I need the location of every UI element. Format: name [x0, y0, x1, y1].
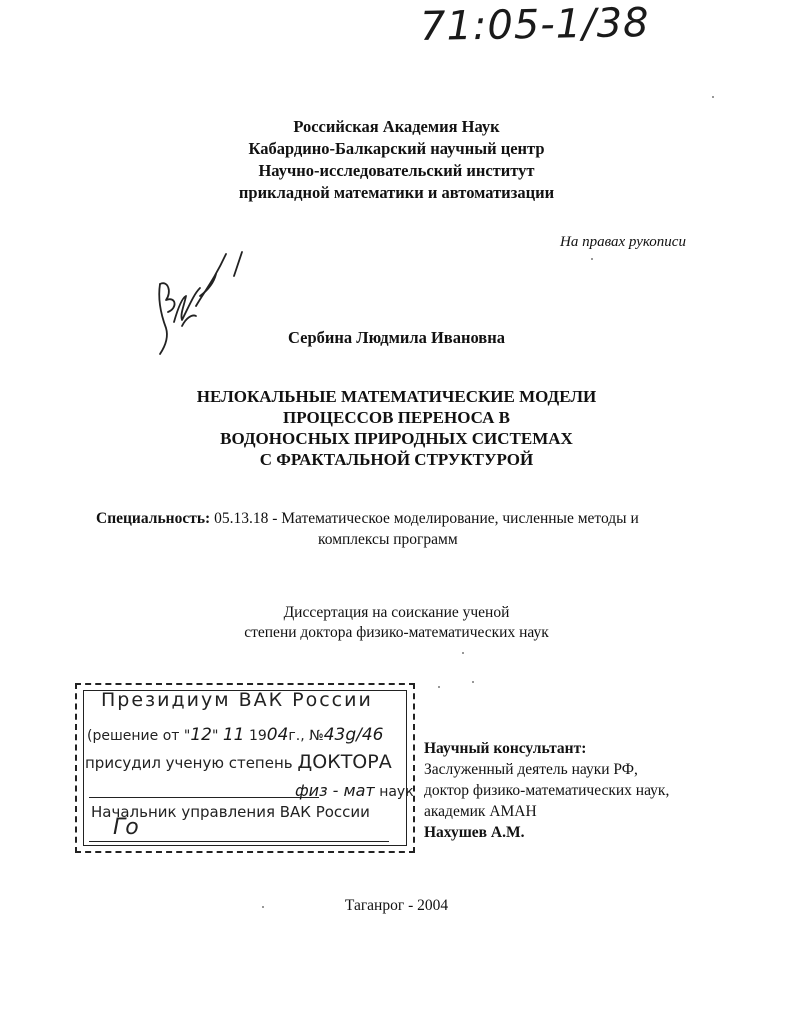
stamp-year-suffix: г., № [288, 728, 324, 744]
archive-code: 71:05-1/38 [419, 0, 650, 50]
dissertation-type [0, 603, 793, 643]
org-line-3: Научно-исследовательский институт [258, 161, 535, 180]
stamp-degree-line [85, 751, 392, 773]
dissertation-line-1: Диссертация на соискание ученой [283, 604, 510, 621]
title-line-2: ПРОЦЕССОВ ПЕРЕНОСА В [283, 408, 510, 427]
stamp-field-underline [89, 797, 319, 798]
stamp-day: 12 [190, 725, 212, 745]
author-name: Сербина Людмила Ивановна [288, 328, 505, 347]
scan-speck [712, 96, 714, 98]
stamp-field-suffix: наук [379, 784, 414, 800]
stamp-field: физ - мат [295, 781, 375, 800]
specialty-text-part2: комплексы программ [318, 531, 458, 548]
city-year: Таганрог - 2004 [344, 897, 449, 914]
title-line-3: ВОДОНОСНЫХ ПРИРОДНЫХ СИСТЕМАХ [220, 429, 573, 448]
stamp-year-prefix: 19 [248, 728, 267, 744]
stamp-chief-title: Начальник управления ВАК России [91, 803, 370, 821]
vak-stamp [75, 683, 415, 853]
consultant-line-1: Заслуженный деятель науки РФ, [424, 761, 638, 778]
title-line-4: С ФРАКТАЛЬНОЙ СТРУКТУРОЙ [259, 450, 534, 469]
stamp-number: 43g/46 [323, 725, 384, 745]
stamp-month: 11 [222, 725, 245, 745]
stamp-degree: ДОКТОРА [297, 751, 392, 773]
scan-speck [438, 686, 440, 688]
stamp-signature: Го [113, 815, 139, 840]
stamp-decision-line [87, 725, 384, 745]
dissertation-title [0, 386, 793, 470]
manuscript-note: На правах рукописи [560, 234, 686, 250]
scan-speck [472, 681, 474, 683]
dissertation-line-2: степени доктора физико-математических наук [244, 624, 549, 641]
organization-header [0, 116, 793, 204]
scan-speck [462, 652, 464, 654]
consultant-name: Нахушев А.М. [424, 824, 525, 841]
stamp-decision-prefix: (решение от " [87, 728, 191, 744]
scan-speck [262, 906, 264, 908]
stamp-quote: " [211, 728, 219, 744]
specialty-block [96, 508, 716, 550]
org-line-4: прикладной математики и автоматизации [238, 183, 555, 202]
org-line-2: Кабардино-Балкарский научный центр [248, 139, 545, 158]
consultant-line-2: доктор физико-математических наук, [424, 782, 670, 799]
stamp-title: Президиум ВАК России [101, 689, 373, 711]
scan-speck [591, 258, 593, 260]
title-line-1: НЕЛОКАЛЬНЫЕ МАТЕМАТИЧЕСКИЕ МОДЕЛИ [196, 387, 597, 406]
stamp-degree-prefix: присудил ученую степень [85, 754, 293, 772]
consultant-block [424, 738, 669, 843]
consultant-line-3: академик АМАН [424, 803, 537, 820]
stamp-signature-line [89, 841, 389, 842]
specialty-text-part1: 05.13.18 - Математическое моделирование, численные методы и [214, 510, 639, 527]
org-line-1: Российская Академия Наук [293, 117, 500, 136]
specialty-label: Специальность: [96, 510, 211, 527]
consultant-label: Научный консультант: [424, 740, 587, 757]
stamp-field-line [295, 781, 414, 800]
stamp-year: 04 [266, 725, 289, 745]
